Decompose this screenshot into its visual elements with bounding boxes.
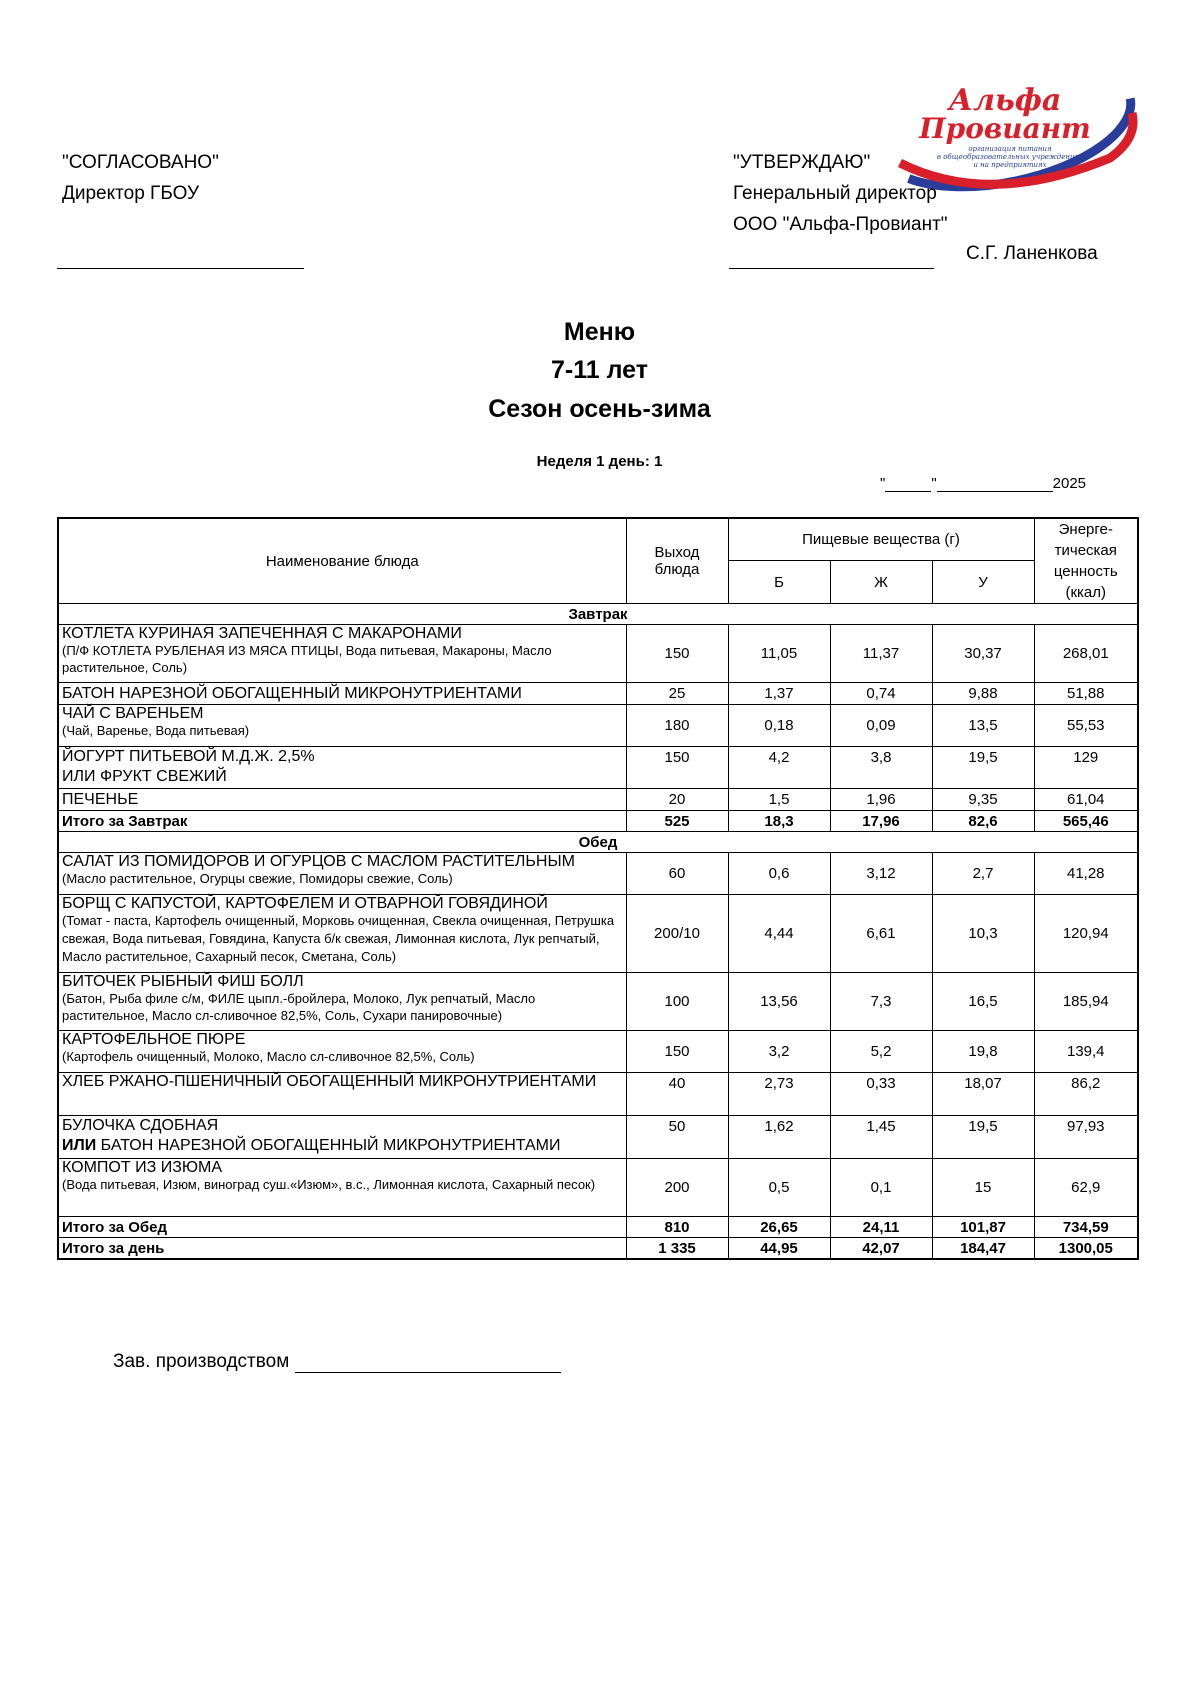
- header-dish-name: Наименование блюда: [58, 518, 626, 604]
- table-row: [58, 895, 1138, 973]
- dish-kcal: 268,01: [1034, 625, 1138, 683]
- footer-signature-line: [295, 1350, 561, 1373]
- dish-carbs: 18,07: [932, 1073, 1034, 1116]
- dish-name: БУЛОЧКА СДОБНАЯ: [62, 1117, 219, 1134]
- total-label: Итого за Завтрак: [58, 811, 626, 832]
- table-row: [58, 789, 1138, 811]
- table-row: [58, 1159, 1138, 1217]
- dish-cell: [58, 1116, 626, 1159]
- dish-yield: 150: [626, 747, 728, 789]
- approval-right-signatory: С.Г. Ланенкова: [966, 243, 1098, 264]
- menu-table: [57, 517, 1139, 1260]
- total-row-lunch: [58, 1217, 1138, 1238]
- dish-ingredients: (П/Ф КОТЛЕТА РУБЛЕНАЯ ИЗ МЯСА ПТИЦЫ, Вода питьевая, Макароны, Масло растительное, Соль): [62, 643, 552, 675]
- dish-name: КОМПОТ ИЗ ИЗЮМА: [62, 1159, 223, 1176]
- dish-carbs: 19,8: [932, 1031, 1034, 1073]
- table-row: [58, 705, 1138, 747]
- dish-carbs: 2,7: [932, 853, 1034, 895]
- total-fat: 24,11: [830, 1217, 932, 1238]
- total-fat: 42,07: [830, 1238, 932, 1260]
- dish-ingredients: (Томат - паста, Картофель очищенный, Морковь очищенная, Свекла очищенная, Петрушка свежая, Вода питьевая, Говядина, Капуста б/к свежая, Лимонная кислота, Лук репчатый, Масло растительное, Сахарный песок, Сметана, Соль): [62, 913, 615, 964]
- dish-yield: 40: [626, 1073, 728, 1116]
- signature-line-right: [729, 268, 934, 269]
- table-row: [58, 1031, 1138, 1073]
- dish-cell: [58, 683, 626, 705]
- dish-fat: 7,3: [830, 973, 932, 1031]
- dish-cell: [58, 789, 626, 811]
- dish-carbs: 13,5: [932, 705, 1034, 747]
- dish-protein: 3,2: [728, 1031, 830, 1073]
- dish-protein: 2,73: [728, 1073, 830, 1116]
- dish-kcal: 185,94: [1034, 973, 1138, 1031]
- dish-yield: 200/10: [626, 895, 728, 973]
- table-header-row: [58, 518, 1138, 561]
- dish-yield: 180: [626, 705, 728, 747]
- approval-right-company: ООО "Альфа-Провиант": [733, 214, 948, 235]
- dish-protein: 1,5: [728, 789, 830, 811]
- total-yield: 525: [626, 811, 728, 832]
- dish-carbs: 10,3: [932, 895, 1034, 973]
- dish-name: ЧАЙ С ВАРЕНЬЕМ: [62, 705, 204, 722]
- total-row-day: [58, 1238, 1138, 1260]
- header-nutrients: Пищевые вещества (г): [728, 518, 1034, 561]
- dish-yield: 25: [626, 683, 728, 705]
- dish-ingredients: (Картофель очищенный, Молоко, Масло сл-сливочное 82,5%, Соль): [62, 1049, 475, 1064]
- dish-name: БИТОЧЕК РЫБНЫЙ ФИШ БОЛЛ: [62, 973, 304, 990]
- dish-ingredients: (Батон, Рыба филе с/м, ФИЛЕ цыпл.-бройлера, Молоко, Лук репчатый, Масло растительное, Масло сл-сливочное 82,5%, Соль, Сухари панировочные): [62, 991, 536, 1023]
- logo-tagline3: и на предприятиях: [973, 161, 1047, 169]
- dish-fat: 0,1: [830, 1159, 932, 1217]
- week-day: Неделя 1 день: 1: [536, 453, 663, 470]
- dish-protein: 4,2: [728, 747, 830, 789]
- dish-yield: 150: [626, 1031, 728, 1073]
- dish-protein: 11,05: [728, 625, 830, 683]
- dish-kcal: 61,04: [1034, 789, 1138, 811]
- total-yield: 810: [626, 1217, 728, 1238]
- dish-kcal: 120,94: [1034, 895, 1138, 973]
- dish-kcal: 86,2: [1034, 1073, 1138, 1116]
- dish-kcal: 97,93: [1034, 1116, 1138, 1159]
- dish-fat: 0,74: [830, 683, 932, 705]
- dish-name-alt: ИЛИ БАТОН НАРЕЗНОЙ ОБОГАЩЕННЫЙ МИКРОНУТРИЕНТАМИ: [62, 1137, 561, 1154]
- logo-tagline2: в общеобразовательных учреждениях: [936, 153, 1084, 161]
- date-close-quote: ": [931, 475, 937, 492]
- dish-name: БАТОН НАРЕЗНОЙ ОБОГАЩЕННЫЙ МИКРОНУТРИЕНТАМИ: [62, 685, 522, 702]
- dish-kcal: 55,53: [1034, 705, 1138, 747]
- approval-right-label: "УТВЕРЖДАЮ": [733, 152, 871, 173]
- table-row: [58, 683, 1138, 705]
- dish-carbs: 30,37: [932, 625, 1034, 683]
- dish-name: ПЕЧЕНЬЕ: [62, 791, 139, 808]
- dish-cell: [58, 973, 626, 1031]
- dish-ingredients: (Чай, Варенье, Вода питьевая): [62, 723, 250, 738]
- dish-carbs: 19,5: [932, 1116, 1034, 1159]
- dish-yield: 150: [626, 625, 728, 683]
- total-carbs: 82,6: [932, 811, 1034, 832]
- section-breakfast: [58, 604, 1138, 625]
- section-title: Обед: [58, 832, 1138, 853]
- dish-protein: 0,5: [728, 1159, 830, 1217]
- table-row: [58, 853, 1138, 895]
- age-group: 7-11 лет: [551, 356, 648, 384]
- date-month-blank: [937, 477, 1053, 492]
- dish-protein: 1,37: [728, 683, 830, 705]
- total-protein: 18,3: [728, 811, 830, 832]
- table-row: [58, 1073, 1138, 1116]
- dish-yield: 200: [626, 1159, 728, 1217]
- dish-fat: 0,09: [830, 705, 932, 747]
- dish-name: САЛАТ ИЗ ПОМИДОРОВ И ОГУРЦОВ С МАСЛОМ РАСТИТЕЛЬНЫМ: [62, 853, 575, 870]
- dish-yield: 60: [626, 853, 728, 895]
- dish-protein: 1,62: [728, 1116, 830, 1159]
- table-row: [58, 747, 1138, 789]
- dish-name: БОРЩ С КАПУСТОЙ, КАРТОФЕЛЕМ И ОТВАРНОЙ ГОВЯДИНОЙ: [62, 895, 548, 912]
- date-day-blank: [885, 477, 931, 492]
- dish-ingredients: (Масло растительное, Огурцы свежие, Помидоры свежие, Соль): [62, 871, 453, 886]
- dish-carbs: 9,35: [932, 789, 1034, 811]
- dish-fat: 3,8: [830, 747, 932, 789]
- footer-signature: [113, 1350, 561, 1373]
- total-kcal: 565,46: [1034, 811, 1138, 832]
- total-carbs: 184,47: [932, 1238, 1034, 1260]
- dish-yield: 20: [626, 789, 728, 811]
- dish-cell: [58, 625, 626, 683]
- date-open-quote: ": [880, 475, 886, 492]
- dish-name: ЙОГУРТ ПИТЬЕВОЙ М.Д.Ж. 2,5%: [62, 748, 315, 765]
- total-label: Итого за день: [58, 1238, 626, 1260]
- section-title: Завтрак: [58, 604, 1138, 625]
- dish-cell: [58, 1073, 626, 1116]
- dish-fat: 5,2: [830, 1031, 932, 1073]
- header-yield: Выход блюда: [626, 518, 728, 604]
- table-row: [58, 973, 1138, 1031]
- dish-kcal: 62,9: [1034, 1159, 1138, 1217]
- signature-line-left: [57, 268, 304, 269]
- header-protein: Б: [728, 561, 830, 604]
- footer-label: Зав. производством: [113, 1351, 290, 1372]
- dish-fat: 11,37: [830, 625, 932, 683]
- date-year: 2025: [1052, 475, 1087, 492]
- dish-cell: [58, 895, 626, 973]
- dish-ingredients: (Вода питьевая, Изюм, виноград суш.«Изюм», в.с., Лимонная кислота, Сахарный песок): [62, 1177, 596, 1192]
- dish-carbs: 19,5: [932, 747, 1034, 789]
- page-title: Меню: [563, 318, 636, 346]
- dish-fat: 0,33: [830, 1073, 932, 1116]
- header-carbs: У: [932, 561, 1034, 604]
- alfa-proviant-logo: [870, 58, 1140, 198]
- header-energy: Энерге- тическая ценность (ккал): [1034, 518, 1138, 604]
- dish-kcal: 41,28: [1034, 853, 1138, 895]
- dish-protein: 4,44: [728, 895, 830, 973]
- dish-fat: 1,96: [830, 789, 932, 811]
- season: Сезон осень-зима: [488, 395, 711, 423]
- dish-yield: 50: [626, 1116, 728, 1159]
- dish-name: ХЛЕБ РЖАНО-ПШЕНИЧНЫЙ ОБОГАЩЕННЫЙ МИКРОНУТРИЕНТАМИ: [62, 1073, 597, 1090]
- header-fat: Ж: [830, 561, 932, 604]
- section-lunch: [58, 832, 1138, 853]
- dish-cell: [58, 1159, 626, 1217]
- total-label: Итого за Обед: [58, 1217, 626, 1238]
- total-yield: 1 335: [626, 1238, 728, 1260]
- dish-fat: 3,12: [830, 853, 932, 895]
- logo-text-line1: Альфа: [948, 83, 1062, 118]
- dish-carbs: 15: [932, 1159, 1034, 1217]
- total-carbs: 101,87: [932, 1217, 1034, 1238]
- dish-protein: 0,6: [728, 853, 830, 895]
- dish-cell: [58, 853, 626, 895]
- table-row: [58, 625, 1138, 683]
- dish-yield: 100: [626, 973, 728, 1031]
- dish-protein: 13,56: [728, 973, 830, 1031]
- table-row: [58, 1116, 1138, 1159]
- dish-protein: 0,18: [728, 705, 830, 747]
- dish-carbs: 16,5: [932, 973, 1034, 1031]
- total-kcal: 734,59: [1034, 1217, 1138, 1238]
- total-protein: 44,95: [728, 1238, 830, 1260]
- total-fat: 17,96: [830, 811, 932, 832]
- dish-cell: [58, 747, 626, 789]
- dish-cell: [58, 1031, 626, 1073]
- total-kcal: 1300,05: [1034, 1238, 1138, 1260]
- approval-left-label: "СОГЛАСОВАНО": [62, 152, 219, 173]
- dish-kcal: 51,88: [1034, 683, 1138, 705]
- logo-tagline1: организация питания: [968, 145, 1052, 153]
- logo-text-line2: Провиант: [919, 112, 1091, 145]
- dish-cell: [58, 705, 626, 747]
- dish-fat: 1,45: [830, 1116, 932, 1159]
- dish-kcal: 139,4: [1034, 1031, 1138, 1073]
- approval-right-position: Генеральный директор: [733, 183, 937, 204]
- dish-name-alt: ИЛИ ФРУКТ СВЕЖИЙ: [62, 768, 227, 785]
- dish-fat: 6,61: [830, 895, 932, 973]
- total-protein: 26,65: [728, 1217, 830, 1238]
- total-row-breakfast: [58, 811, 1138, 832]
- date-line: [880, 475, 1086, 492]
- dish-kcal: 129: [1034, 747, 1138, 789]
- dish-name: КАРТОФЕЛЬНОЕ ПЮРЕ: [62, 1031, 246, 1048]
- dish-carbs: 9,88: [932, 683, 1034, 705]
- dish-name: КОТЛЕТА КУРИНАЯ ЗАПЕЧЕННАЯ С МАКАРОНАМИ: [62, 625, 462, 642]
- approval-left-position: Директор ГБОУ: [62, 183, 200, 204]
